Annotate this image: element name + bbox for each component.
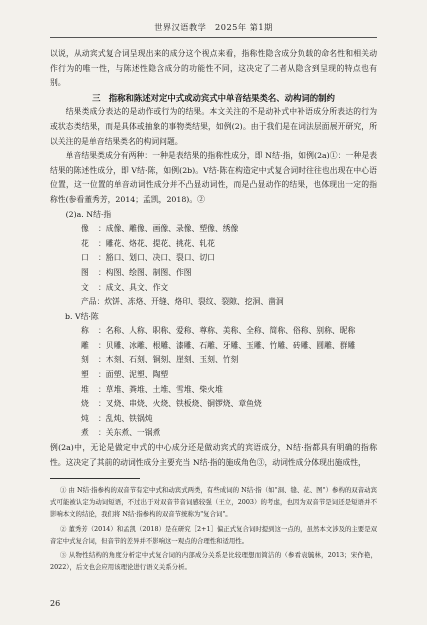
list-item — [81, 426, 377, 441]
list-item-words: ：关东煮、一锅煮 — [98, 428, 161, 438]
list-item-words: ：成文、具文、作文 — [98, 282, 169, 292]
list-item — [81, 397, 377, 412]
list-item — [81, 281, 377, 296]
paragraph-4: 例(2a)中，无论是做定中式的中心成分还是做动宾式的宾语成分，N结·指都具有明确的指称性。这决定了其前的动词性成分主要充当 N结·指的施成角色③，动词性成分体现出施成性， — [50, 443, 377, 467]
list-item — [81, 295, 377, 310]
list-item-words: ：面塑、泥塑、陶塑 — [98, 370, 169, 380]
example-2a-head: (2)a. N结·指 — [65, 209, 112, 219]
list-item — [81, 412, 377, 427]
list-item — [81, 222, 377, 237]
list-item — [81, 368, 377, 383]
footnote-3: ③ 从物性结构的角度分析定中式复合词的内部成分关系是比较理想而简洁的（参看袁毓林，2013；宋作艳，2022），后文也会应用该理论进行语义关系分析。 — [50, 551, 377, 572]
example-2b-head: b. V结·陈 — [65, 311, 99, 321]
footnote-2: ② 董秀芳（2014）和孟凯（2018）是在研究［2+1］偏正式复合词时提到这一点的，虽然本文涉及的主要是双音定中式复合词，但音节的差异并不影响这一观点的合理性和适用性。 — [50, 524, 377, 545]
list-item — [81, 353, 377, 368]
list-item — [81, 324, 377, 339]
list-item-category: 煮 — [81, 428, 89, 438]
list-item-category: 像 — [81, 224, 89, 234]
list-item-words: ：炊饼、冻烙、开缝、烙印、裂纹、裂隙、挖洞、凿洞 — [96, 297, 284, 307]
list-item — [81, 339, 377, 354]
list-item-category: 塑 — [81, 370, 89, 380]
example-2a-list — [50, 222, 377, 310]
footnote-1: ① 由 N结·指参构的双音节有定中式和动宾式两类，有些成词的 N结·指（如"洞、缝、花、图"）参构的双音动宾式可能被认定为动词短语，不过出于对双音节音词感较强（王立，2003）的考虑，也因为双音节是词还是短语并不影响本文的结论，我们将 N结·指参构的双音节统称为"复合词"。 — [50, 486, 377, 519]
list-item-category: 堆 — [81, 384, 89, 394]
main-text — [50, 47, 377, 470]
example-2b-list — [50, 324, 377, 441]
list-item — [81, 251, 377, 266]
list-item-words: ：成像、雕像、画像、录像、塑像、绣像 — [98, 224, 239, 234]
list-item-category: 文 — [81, 282, 89, 292]
list-item-category: 产品 — [81, 297, 97, 307]
list-item-words: ：乱炖、铁锅炖 — [98, 413, 153, 423]
list-item — [81, 266, 377, 281]
list-item-category: 称 — [81, 326, 89, 336]
footnotes — [50, 484, 377, 575]
list-item-category: 图 — [81, 267, 89, 277]
list-item-category: 刻 — [81, 355, 89, 365]
list-item-category: 花 — [81, 238, 89, 248]
page-number: 26 — [50, 599, 61, 608]
paragraph-3: 单音结果类成分有两种：一种是表结果的指称性成分，即 N结·指，如例(2a)①：一种是表结果的陈述性成分，即 V结·陈，如例(2b)。V结·陈在构造定中式复合词时往往也出现在中心语位置，这一位置的单音动词性成分并不凸显动词性，而是凸显动作的结果，也体现出一定的指称性(参看董秀芳，2014；孟凯，2018)。② — [50, 151, 377, 204]
header-rule — [50, 37, 377, 38]
list-item-category: 炖 — [81, 413, 89, 423]
list-item-words: ：草堆、粪堆、土堆、雪堆、柴火堆 — [98, 384, 223, 394]
list-item-words: ：名称、人称、职称、爱称、尊称、美称、全称、简称、俗称、别称、昵称 — [98, 326, 356, 336]
list-item-words: ：豁口、划口、决口、裂口、切口 — [98, 253, 215, 263]
list-item-words: ：构图、绘图、制图、作图 — [98, 267, 192, 277]
list-item-words: ：木刻、石刻、铜刻、崖刻、玉刻、竹刻 — [98, 355, 239, 365]
footnote-rule — [50, 478, 140, 479]
list-item-words: ：叉烧、串烧、火烧、铁板烧、铜锣烧、章鱼烧 — [98, 399, 262, 409]
section-title: 三 指称和陈述对定中式或动宾式中单音结果类名、动构词的制约 — [92, 92, 335, 103]
list-item — [81, 383, 377, 398]
list-item-words: ：雕花、烙花、提花、挑花、轧花 — [98, 238, 215, 248]
list-item-category: 口 — [81, 253, 89, 263]
list-item-category: 雕 — [81, 340, 89, 350]
paragraph-1: 以说，从动宾式复合词呈现出来的成分这个视点来看，指称性隐含成分负载的命名性和相关动作行为的唯一性，与陈述性隐含成分的功能性不同，这决定了二者从隐含到呈现的特点也有别。 — [50, 49, 377, 88]
list-item — [81, 237, 377, 252]
running-header: 世界汉语教学 2025年 第1期 — [154, 22, 273, 32]
paragraph-2: 结果类成分表达的是动作或行为的结果。本文关注的不是动补式中补语成分所表达的行为或状态类结果，而是具体或抽象的事物类结果，如例(2)。由于我们是在词法层面展开研究，所以关注的是单音结果类名的构词问题。 — [50, 107, 377, 146]
list-item-words: ：贝雕、冰雕、根雕、漆雕、石雕、牙雕、玉雕、竹雕、砖雕、圆雕、群雕 — [98, 340, 356, 350]
list-item-category: 烧 — [81, 399, 89, 409]
